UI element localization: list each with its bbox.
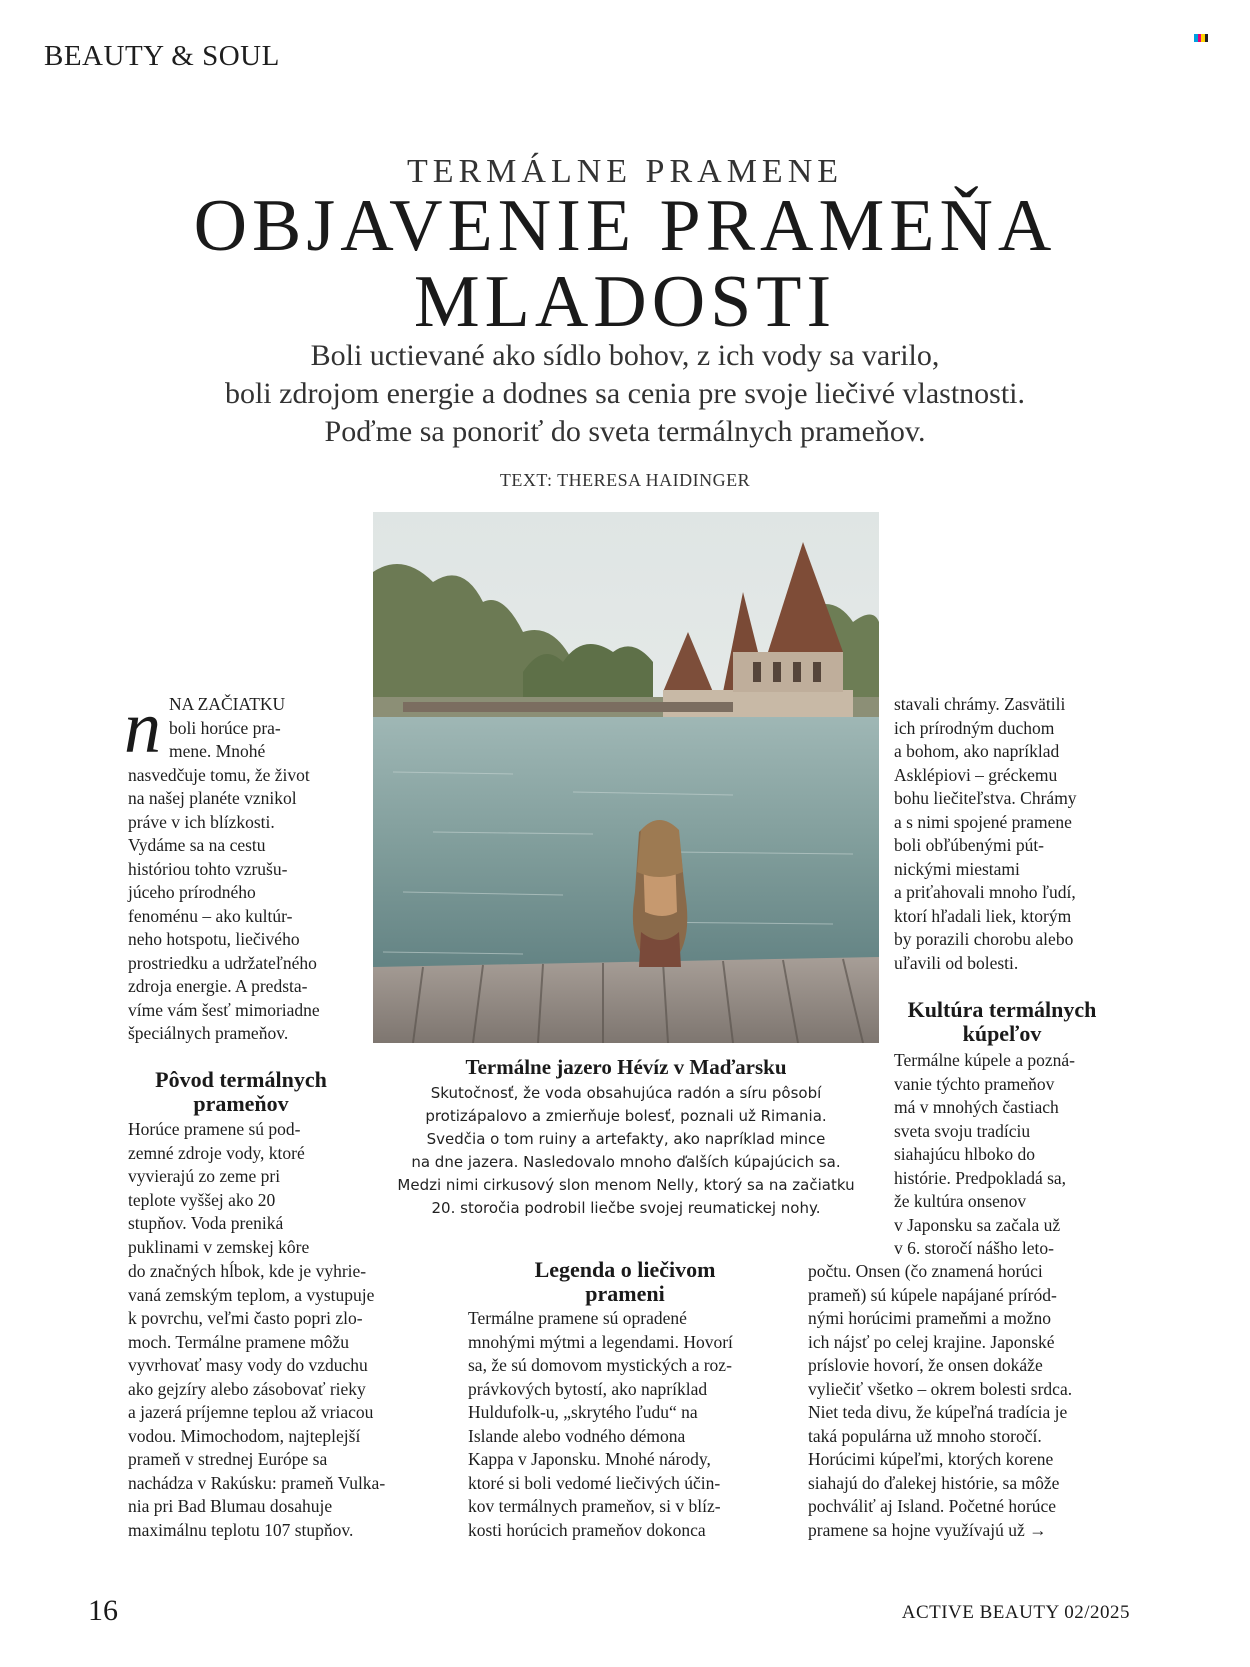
column-1-body-wide [128,1260,434,1542]
text-line: uľavili od bolesti. [894,952,1019,973]
text-line: mene. Mnohé [169,741,266,761]
text-line: a bohom, ako napríklad [894,741,1060,761]
caption-line: Svedčia o tom ruiny a artefakty, ako napríklad mince [426,1130,826,1148]
lead-line: Poďme sa ponoriť do sveta termálnych prameňov. [324,415,926,448]
section-label: BEAUTY & SOUL [44,40,280,72]
text-line: kosti horúcich prameňov dokonca [468,1519,706,1540]
lead-line: boli zdrojom energie a dodnes sa cenia pre svoje liečivé vlastnosti. [224,377,1026,410]
caption-line: Skutočnosť, že voda obsahujúca radón a síru pôsobí [430,1084,822,1102]
text-line: históriou tohto vzrušu- [128,858,288,879]
text-line: k povrchu, veľmi často popri zlo- [128,1308,363,1328]
text-line: Niet teda divu, že kúpeľná tradícia je [808,1402,1068,1422]
text-line: vanie týchto prameňov [894,1073,1055,1094]
text-line: Vydáme sa na cestu [128,835,266,855]
magazine-issue: ACTIVE BEAUTY 02/2025 [901,1602,1130,1623]
text-line: vyvrhovať masy vody do vzduchu [128,1355,368,1375]
text-line: Termálne kúpele a pozná- [894,1050,1075,1070]
text-line: fenoménu – ako kultúr- [128,905,293,926]
text-line: špeciálnych prameňov. [128,1023,289,1043]
text-line: histórie. Predpokladá sa, [894,1167,1067,1188]
photo-caption-text [368,1082,884,1220]
subheading-kultura [884,998,1120,1046]
text-line: bohu liečiteľstva. Chrámy [894,788,1077,808]
text-line: nými horúcimi prameňmi a možno [808,1308,1052,1328]
text-line: prostriedku a udržateľného [128,952,317,973]
page-number: 16 [88,1594,118,1627]
text-line: zdroja energie. A predsta- [128,976,308,996]
text-line: puklinami v zemskej kôre [128,1236,310,1257]
text-line: by porazili chorobu alebo [894,929,1074,949]
text-line: do značných hĺbok, kde je vyhrie- [128,1261,367,1281]
subheading-povod [128,1068,354,1116]
text-line: sveta svoju tradíciu [894,1120,1031,1141]
text-line: že kultúra onsenov [894,1191,1027,1211]
text-line: boli obľúbenými pút- [894,835,1045,855]
text-line: teplote vyššej ako 20 [128,1189,276,1210]
text-line: Huldufolk-u, „skrytého ľudu“ na [468,1402,698,1422]
column-1-intro [124,687,354,1046]
text-line: príslovie hovorí, že onsen dokáže [808,1355,1043,1375]
text-line: nasvedčuje tomu, že život [128,764,310,785]
text-line: taká populárna už mnoho storočí. [808,1425,1042,1446]
text-line: ktoré si boli vedomé liečivých účin- [468,1472,721,1493]
text-line: a jazerá príjemne teplou až vriacou [128,1402,374,1422]
text-line: zemné zdroje vody, ktoré [128,1142,305,1163]
text-line: vaná zemským teplom, a vystupuje [128,1284,375,1305]
caption-line: na dne jazera. Nasledovalo mnoho ďalších kúpajúcich sa. [411,1153,841,1171]
text-line: pramene sa hojne využívajú už [808,1519,1025,1540]
article-lead [0,337,1250,451]
drop-cap: n [124,687,161,769]
text-line: kov termálnych prameňov, si v blíz- [468,1496,721,1516]
text-line: Termálne pramene sú opradené [468,1308,687,1328]
subheading-line: Pôvod termálnych [155,1067,327,1092]
text-line: stupňov. Voda preniká [128,1213,284,1233]
text-line: nickými miestami [894,858,1020,879]
text-line: na našej planéte vznikol [128,788,297,808]
text-line: pochváliť aj Island. Početné horúce [808,1496,1057,1516]
caption-line: 20. storočia podrobil liečbe svojej reumatickej nohy. [431,1199,821,1217]
color-swatch-black [1205,34,1209,42]
text-line: vodou. Mimochodom, najteplejší [128,1425,361,1446]
text-line: má v mnohých častiach [894,1097,1059,1117]
text-line: v Japonsku sa začala už [894,1214,1061,1235]
text-line: počtu. Onsen (čo znamená horúci [808,1261,1043,1281]
text-line: prameň) sú kúpele napájané príród- [808,1284,1057,1305]
byline: TEXT: THERESA HAIDINGER [499,470,751,490]
subheading-line: Legenda o liečivom [534,1257,716,1282]
subheading-legenda [465,1258,785,1306]
text-line: vyliečiť všetko – okrem bolesti srdca. [808,1378,1073,1399]
text-line: boli horúce pra- [169,717,281,738]
text-line: maximálnu teplotu 107 stupňov. [128,1519,354,1540]
text-line: a s nimi spojené pramene [894,811,1072,832]
text-line: práve v ich blízkosti. [128,811,275,832]
text-line-with-arrow [808,1519,1110,1543]
text-line: Asklépiovi – gréckemu [894,764,1058,785]
text-line: v 6. storočí nášho leto- [894,1238,1054,1258]
text-line: siahajúcu hlboko do [894,1144,1035,1164]
subheading-line: Kultúra termálnych [907,997,1097,1022]
text-line: mnohými mýtmi a legendami. Hovorí [468,1331,733,1352]
article-kicker: TERMÁLNE PRAMENE [406,153,844,190]
text-line: Horúcimi kúpeľmi, ktorých korene [808,1449,1054,1469]
text-line: Horúce pramene sú pod- [128,1119,301,1139]
text-line: Kappa v Japonsku. Mnohé národy, [468,1449,711,1469]
text-line: stavali chrámy. Zasvätili [894,694,1066,714]
text-line: ich prírodným duchom [894,717,1055,738]
article-title-line-2: MLADOSTI [413,261,837,343]
text-line: moch. Termálne pramene môžu [128,1331,350,1352]
text-line: a priťahovali mnoho ľudí, [894,882,1076,902]
article-title [0,185,1250,343]
text-line: Islande alebo vodného démona [468,1425,686,1446]
subheading-line: kúpeľov [962,1021,1042,1046]
continue-arrow-icon: → [1029,1519,1047,1540]
text-line: nia pri Bad Blumau dosahuje [128,1496,333,1516]
column-3-body [894,1049,1110,1261]
column-2-body [468,1307,776,1542]
text-line: nachádza v Rakúsku: prameň Vulka- [128,1472,386,1493]
text-line: právkových bytostí, ako napríklad [468,1378,708,1399]
color-registration-bar [1194,34,1208,42]
text-line: júceho prírodného [128,882,256,902]
text-line: vyvierajú zo zeme pri [128,1166,281,1186]
column-3-top [894,693,1110,975]
caption-line: protizápalovo a zmierňuje bolesť, poznali už Rimania. [425,1107,827,1125]
lake-bathing-photo [373,512,879,1043]
column-1-body [128,1118,354,1259]
text-line: ktorí hľadali liek, ktorým [894,905,1072,926]
column-3-body-wide [808,1260,1110,1542]
text-line: siahajú do ďalekej histórie, sa môže [808,1472,1060,1493]
text-line: prameň v strednej Európe sa [128,1449,328,1469]
caption-line: Medzi nimi cirkusový slon menom Nelly, ktorý sa na začiatku [397,1176,855,1194]
text-line: sa, že sú domovom mystických a roz- [468,1355,732,1375]
subheading-line: prameni [585,1281,665,1306]
text-line: neho hotspotu, liečivého [128,929,300,949]
article-title-line-1: OBJAVENIE PRAMEŇA [193,185,1057,267]
lead-line: Boli uctievané ako sídlo bohov, z ich vody sa varilo, [310,339,940,372]
subheading-line: prameňov [193,1091,289,1116]
text-line: víme vám šesť mimoriadne [128,999,320,1020]
text-line: NA ZAČIATKU [169,694,286,714]
text-line: ich nájsť po celej krajine. Japonské [808,1331,1055,1352]
text-line: ako gejzíry alebo zásobovať rieky [128,1378,366,1399]
photo-caption-title: Termálne jazero Hévíz v Maďarsku [465,1055,787,1079]
